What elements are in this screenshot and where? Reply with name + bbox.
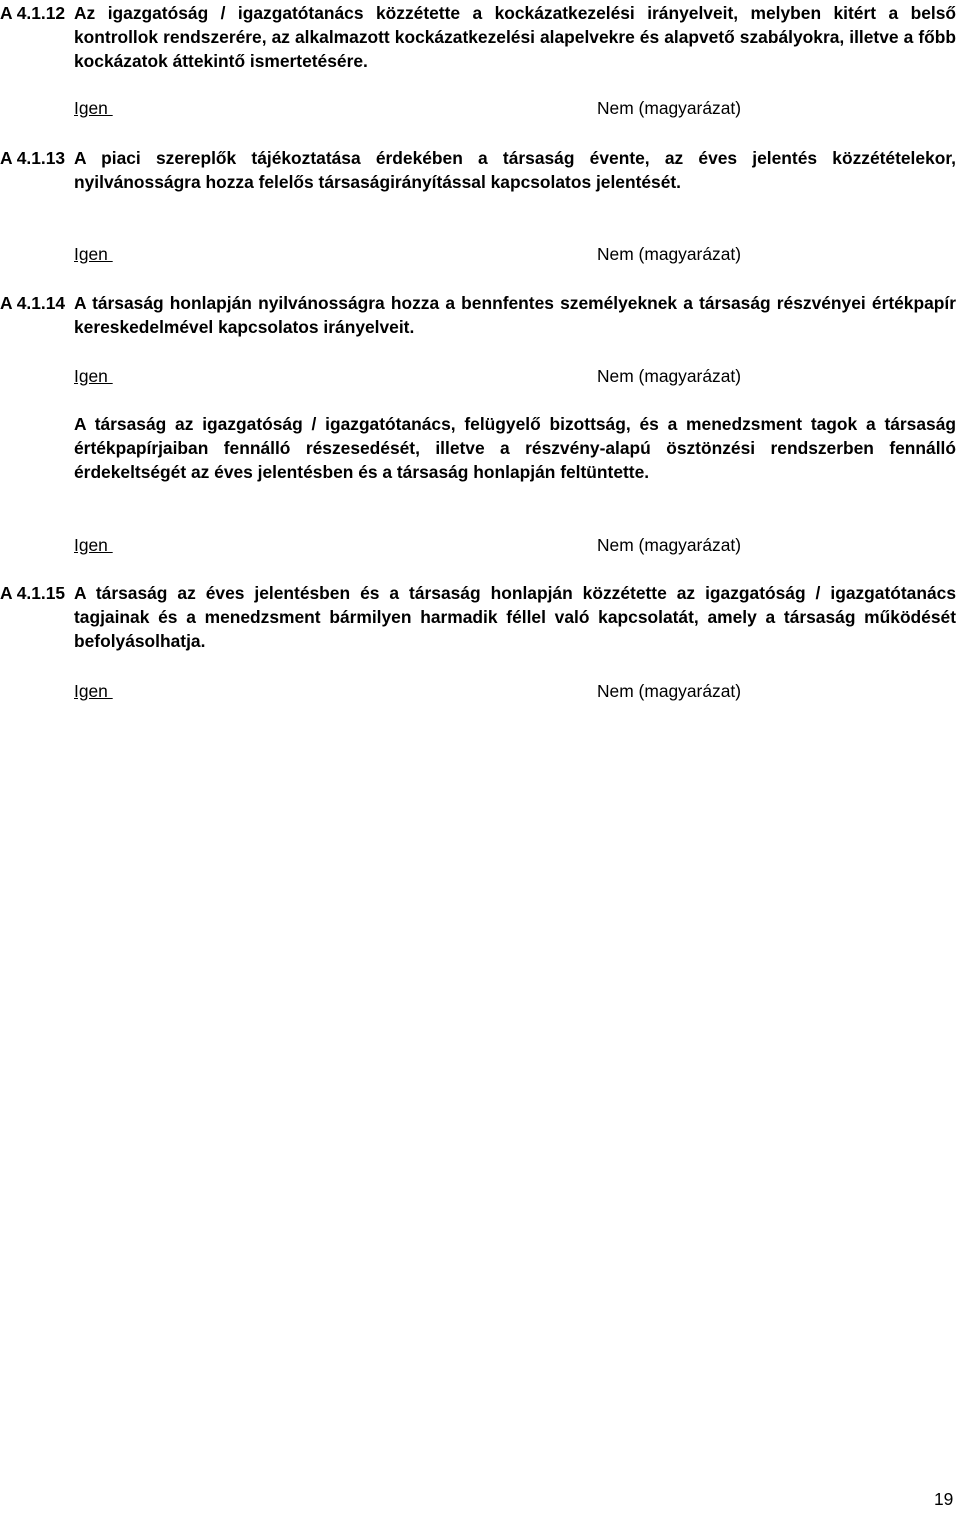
page-number: 19 xyxy=(934,1489,954,1509)
section-body: A társaság honlapján nyilvánosságra hozza a bennfentes személyeknek a társaság részvényei értékpapír kereskedelmével kapcsolatos irányelveit. xyxy=(74,293,956,337)
answer-yes: Igen xyxy=(74,244,113,264)
section-body: A társaság az igazgatóság / igazgatótanács, felügyelő bizottság, és a menedzsment tagok a társaság értékpapírjaiban fennálló részesedését, illetve a részvény-alapú ösztönzési rendszerben fennálló érdekeltségét az éves jelentésben és a társaság honlapján feltüntette. xyxy=(74,414,956,482)
section-4-1-14 xyxy=(0,291,960,339)
answer-no-explanation: Nem (magyarázat) xyxy=(597,535,741,555)
section-text xyxy=(74,412,956,484)
answer-no-explanation: Nem (magyarázat) xyxy=(597,98,741,118)
section-text xyxy=(0,581,956,653)
section-body: Az igazgatóság / igazgatótanács közzétette a kockázatkezelési irányelveit, melyben kitért a belső kontrollok rendszerére, az alkalmazott kockázatkezelési alapelvekre és alapvető szabályokra, illetve a főbb kockázatok áttekintő ismertetésére. xyxy=(74,3,956,71)
answer-no-explanation: Nem (magyarázat) xyxy=(597,244,741,264)
answer-yes: Igen xyxy=(74,98,113,118)
section-body: A piaci szereplők tájékoztatása érdekében a társaság évente, az éves jelentés közzétételekor, nyilvánosságra hozza felelős társaságirányítással kapcsolatos jelentését. xyxy=(74,148,956,192)
answer-row xyxy=(0,242,960,266)
answer-yes: Igen xyxy=(74,681,113,701)
section-number: A 4.1.13 xyxy=(0,148,66,168)
section-text xyxy=(0,1,956,73)
section-4-1-12 xyxy=(0,1,960,73)
section-number: A 4.1.14 xyxy=(0,293,66,313)
section-4-1-15 xyxy=(0,581,960,653)
answer-row xyxy=(0,533,960,557)
section-text xyxy=(0,291,956,339)
section-number: A 4.1.15 xyxy=(0,583,66,603)
answer-no-explanation: Nem (magyarázat) xyxy=(597,366,741,386)
answer-yes: Igen xyxy=(74,366,113,386)
answer-yes: Igen xyxy=(74,535,113,555)
section-number: A 4.1.12 xyxy=(0,3,66,23)
answer-no-explanation: Nem (magyarázat) xyxy=(597,681,741,701)
section-body: A társaság az éves jelentésben és a társaság honlapján közzétette az igazgatóság / igazgatótanács tagjainak és a menedzsment bármilyen harmadik féllel való kapcsolatát, amely a társaság működését befolyásolhatja. xyxy=(74,583,956,651)
answer-row xyxy=(0,364,960,388)
section-disclosure xyxy=(0,412,960,484)
answer-row xyxy=(0,679,960,703)
answer-row xyxy=(0,96,960,120)
section-text xyxy=(0,146,956,194)
section-4-1-13 xyxy=(0,146,960,194)
